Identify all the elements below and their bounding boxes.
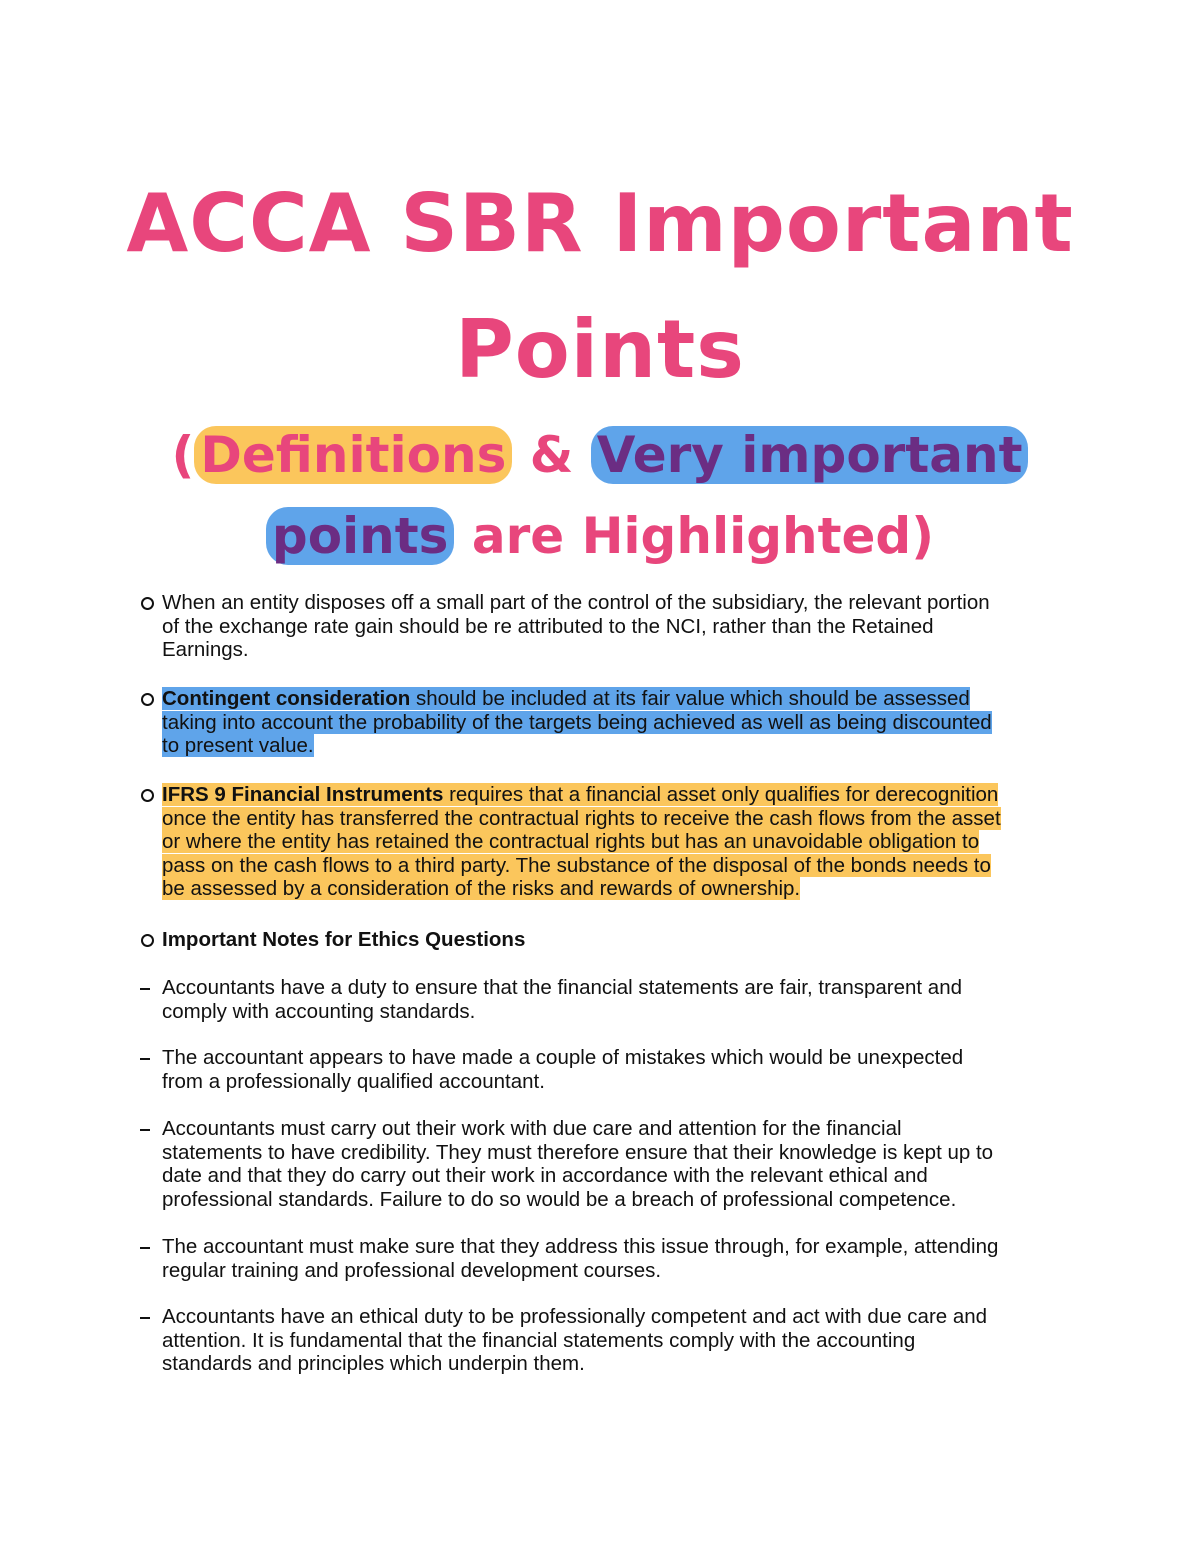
list-item-text: taking into account the probability of the targets being achieved as well as being discounted <box>162 710 992 734</box>
page-title-line-1: ACCA SBR Important <box>126 177 1074 270</box>
dash-bullet-icon <box>140 1129 150 1131</box>
ethics-note-line: Accountants have a duty to ensure that the financial statements are fair, transparent and <box>162 976 962 999</box>
list-item-line <box>162 734 1062 758</box>
page-title-line-2: Points <box>455 303 745 396</box>
list-item-text: requires that a financial asset only qualifies for derecognition <box>443 783 999 806</box>
ethics-note-line: professional standards. Failure to do so would be a breach of professional competence. <box>162 1187 957 1211</box>
list-item-line: When an entity disposes off a small part of the control of the subsidiary, the relevant portion <box>162 591 990 614</box>
list-item-line <box>162 711 1062 735</box>
list-item-text: should be included at its fair value which should be assessed <box>410 687 970 710</box>
dash-bullet-icon <box>140 988 150 990</box>
ethics-note <box>162 1046 1062 1093</box>
dash-bullet-icon <box>140 1058 150 1060</box>
ethics-note-line: date and that they do carry out their work in accordance with the relevant ethical and <box>162 1164 928 1188</box>
list-item <box>162 591 1062 662</box>
list-item-text: once the entity has transferred the contractual rights to receive the cash flows from the asset <box>162 806 1001 830</box>
ethics-note-line: Accountants must carry out their work with due care and attention for the financial <box>162 1117 902 1140</box>
circle-bullet-icon <box>141 789 154 802</box>
list-item-line: Earnings. <box>162 638 249 662</box>
very-important-highlight: Very important <box>591 426 1029 484</box>
section-heading <box>162 928 1062 952</box>
list-item-line <box>162 877 1062 901</box>
bold-term: Contingent consideration <box>162 687 411 710</box>
subtitle-rest: are Highlighted) <box>454 507 935 565</box>
ethics-note <box>162 1235 1062 1282</box>
list-item <box>162 783 1062 901</box>
list-item-line: of the exchange rate gain should be re attributed to the NCI, rather than the Retained <box>162 614 934 638</box>
subtitle-line-2 <box>0 505 1200 567</box>
circle-bullet-icon <box>141 597 154 610</box>
list-item-text: pass on the cash flows to a third party. The substance of the disposal of the bonds needs to <box>162 853 991 877</box>
list-item-line <box>162 807 1062 831</box>
ethics-note-line: attention. It is fundamental that the financial statements comply with the accounting <box>162 1328 916 1352</box>
ethics-note <box>162 1117 1062 1211</box>
bold-term: IFRS 9 Financial Instruments <box>162 783 444 806</box>
ethics-note-line: from a professionally qualified accountant. <box>162 1069 545 1093</box>
ethics-note-line: The accountant must make sure that they address this issue through, for example, attending <box>162 1235 999 1258</box>
list-item-text: or where the entity has retained the contractual rights but has an unavoidable obligation to <box>162 830 980 854</box>
list-item <box>162 687 1062 758</box>
circle-bullet-icon <box>141 934 154 947</box>
ethics-note-line: comply with accounting standards. <box>162 999 476 1023</box>
list-item-line <box>162 783 1062 807</box>
dash-bullet-icon <box>140 1317 150 1319</box>
ethics-note-line: standards and principles which underpin them. <box>162 1352 585 1376</box>
list-item-line <box>162 687 1062 711</box>
ethics-note <box>162 976 1062 1023</box>
ethics-note-line: statements to have credibility. They must therefore ensure that their knowledge is kept up to <box>162 1140 994 1164</box>
points-highlight: points <box>266 507 455 565</box>
ethics-note-line: The accountant appears to have made a couple of mistakes which would be unexpected <box>162 1046 964 1069</box>
list-item-line <box>162 830 1062 854</box>
circle-bullet-icon <box>141 693 154 706</box>
ethics-note <box>162 1305 1062 1376</box>
subtitle-ampersand: & <box>512 426 591 484</box>
subtitle-open-paren: ( <box>171 426 195 484</box>
definitions-highlight: Definitions <box>194 426 512 484</box>
subtitle-line-1 <box>0 424 1200 486</box>
ethics-note-line: Accountants have an ethical duty to be professionally competent and act with due care and <box>162 1305 988 1328</box>
dash-bullet-icon <box>140 1247 150 1249</box>
ethics-heading: Important Notes for Ethics Questions <box>162 928 526 951</box>
list-item-line <box>162 854 1062 878</box>
ethics-note-line: regular training and professional development courses. <box>162 1258 662 1282</box>
list-item-text: to present value. <box>162 734 314 758</box>
list-item-text: be assessed by a consideration of the risks and rewards of ownership. <box>162 877 801 901</box>
